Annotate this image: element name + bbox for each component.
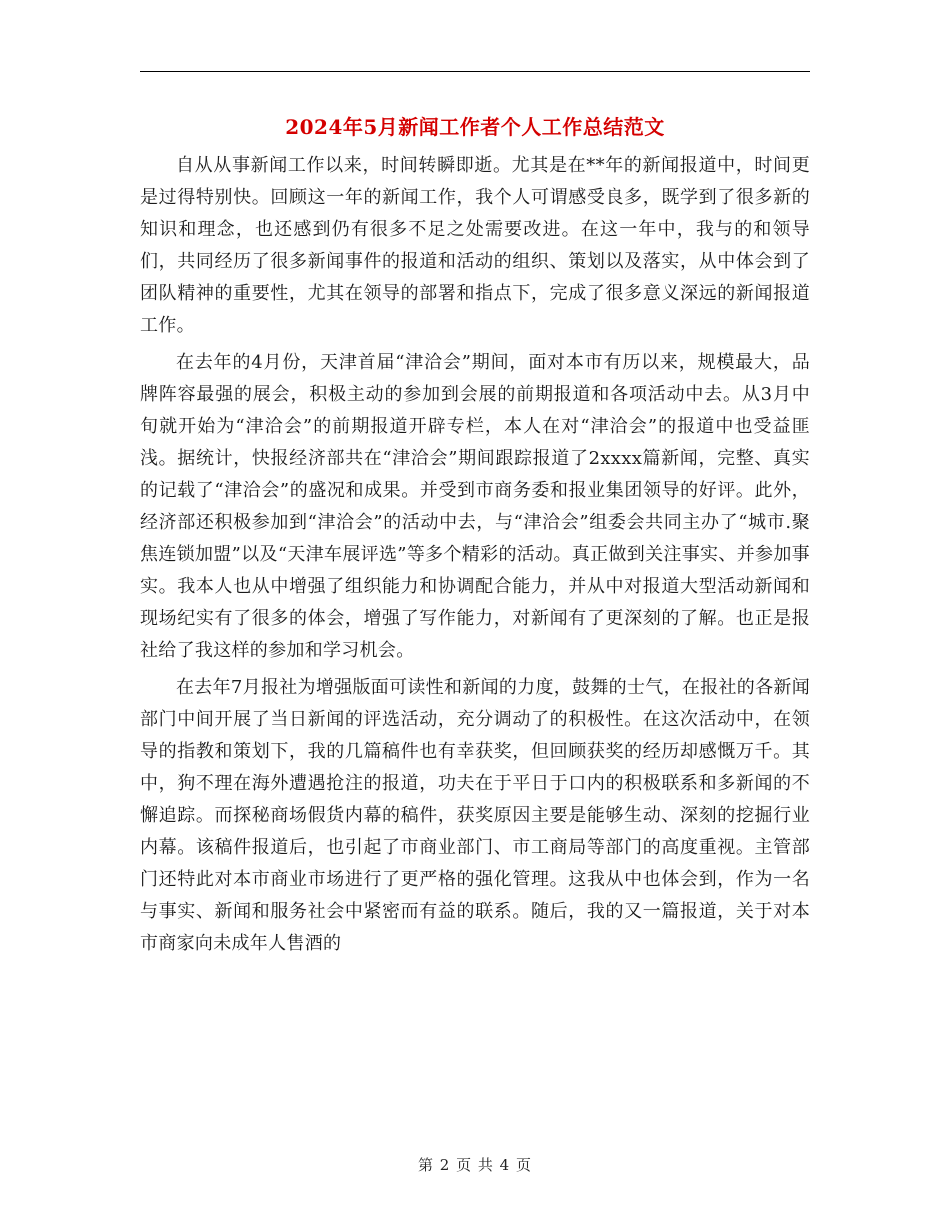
page-number: 第 2 页 共 4 页	[418, 1156, 532, 1174]
header-rule	[140, 71, 810, 72]
document-body	[140, 150, 810, 964]
paragraph-3: 在去年7月报社为增强版面可读性和新闻的力度，鼓舞的士气，在报社的各新闻部门中间开展了当日新闻的评选活动，充分调动了的积极性。在这次活动中，在领导的指教和策划下，我的几篇稿件也有幸获奖，但回顾获奖的经历却感慨万千。其中，狗不理在海外遭遇抢注的报道，功夫在于平日于口内的积极联系和多新闻的不懈追踪。而探秘商场假货内幕的稿件，获奖原因主要是能够生动、深刻的挖掘行业内幕。该稿件报道后，也引起了市商业部门、市工商局等部门的高度重视。主管部门还特此对本市商业市场进行了更严格的强化管理。这我从中也体会到，作为一名与事实、新闻和服务社会中紧密而有益的联系。随后，我的又一篇报道，关于对本市商家向未成年人售酒的	[140, 676, 810, 955]
document-title: 2024年5月新闻工作者个人工作总结范文	[285, 115, 665, 139]
paragraph-2: 在去年的4月份，天津首届“津洽会”期间，面对本市有历以来，规模最大，品牌阵容最强的展会，积极主动的参加到会展的前期报道和各项活动中去。从3月中旬就开始为“津洽会”的前期报道开辟专栏，本人在对“津洽会”的报道中也受益匪浅。据统计，快报经济部共在“津洽会”期间跟踪报道了2xxxx篇新闻，完整、真实的记载了“津洽会”的盛况和成果。并受到市商务委和报业集团领导的好评。此外，经济部还积极参加到“津洽会”的活动中去，与“津洽会”组委会共同主办了“城市.聚焦连锁加盟”以及“天津车展评选”等多个精彩的活动。真正做到关注事实、并参加事实。我本人也从中增强了组织能力和协调配合能力，并从中对报道大型活动新闻和现场纪实有了很多的体会，增强了写作能力，对新闻有了更深刻的了解。也正是报社给了我这样的参加和学习机会。	[140, 351, 810, 662]
paragraph-1: 自从从事新闻工作以来，时间转瞬即逝。尤其是在**年的新闻报道中，时间更是过得特别快。回顾这一年的新闻工作，我个人可谓感受良多，既学到了很多新的知识和理念，也还感到仍有很多不足之处需要改进。在这一年中，我与的和领导们，共同经历了很多新闻事件的报道和活动的组织、策划以及落实，从中体会到了团队精神的重要性，尤其在领导的部署和指点下，完成了很多意义深远的新闻报道工作。	[140, 155, 810, 337]
